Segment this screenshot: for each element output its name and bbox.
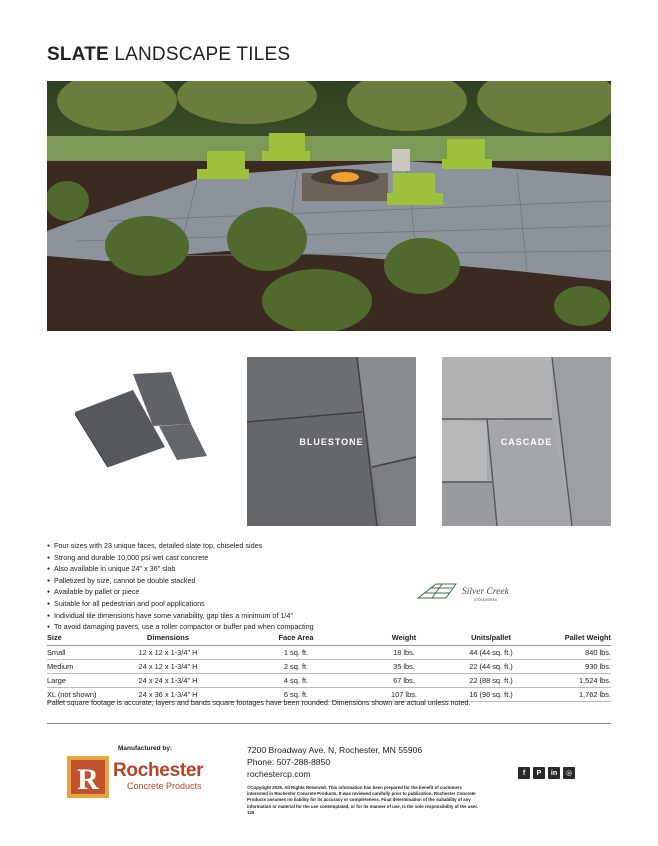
table-row — [47, 674, 611, 688]
table-cell: 67 lbs. — [365, 674, 443, 688]
feature-item: ● Also available in unique 24" x 36" slab — [47, 564, 314, 576]
pinterest-icon[interactable]: P — [533, 767, 545, 779]
title-rest: LANDSCAPE TILES — [114, 44, 291, 65]
table-cell: 1 sq. ft. — [227, 646, 365, 660]
tile-sizes-image — [73, 372, 213, 467]
manufacturer-label: Manufactured by: — [118, 745, 173, 752]
col-header: Dimensions — [109, 632, 227, 646]
table-cell: 1,524 lbs. — [539, 674, 611, 688]
table-note: Pallet square footage is accurate, layers and bands square footages have been rounded. Dimensions shown are actual unless noted. — [47, 698, 471, 707]
bluestone-swatch — [247, 357, 416, 526]
silver-creek-logo — [416, 580, 526, 604]
page-title — [47, 44, 290, 66]
table-cell: Small — [47, 646, 109, 660]
table-cell: Large — [47, 674, 109, 688]
table-row — [47, 646, 611, 660]
footer-divider — [47, 723, 611, 724]
feature-item: ● Available by pallet or piece — [47, 587, 314, 599]
table-cell: 16 (96 sq. ft.) — [443, 688, 539, 702]
table-cell: 107 lbs. — [365, 688, 443, 702]
silver-creek-name: Silver Creek — [462, 587, 509, 597]
table-cell: 44 (44 sq. ft.) — [443, 646, 539, 660]
feature-item: ● To avoid damaging pavers, use a roller compactor or buffer pad when compacting — [47, 622, 314, 634]
logo-mark: R — [77, 763, 99, 796]
feature-item: ● Palletized by size, cannot be double stacked — [47, 576, 314, 588]
col-header: Face Area — [227, 632, 365, 646]
manufacturer-sub: Concrete Products — [127, 781, 202, 791]
table-row — [47, 660, 611, 674]
spec-table — [47, 632, 611, 702]
contact-block — [247, 744, 422, 781]
table-cell: 35 lbs. — [365, 660, 443, 674]
social-links — [518, 767, 575, 779]
col-header: Weight — [365, 632, 443, 646]
website-link[interactable]: rochestercp.com — [247, 769, 311, 780]
table-cell: 840 lbs. — [539, 646, 611, 660]
silver-creek-sub: STONEWORKS — [474, 598, 497, 602]
col-header: Pallet Weight — [539, 632, 611, 646]
col-header: Size — [47, 632, 109, 646]
table-cell: 22 (88 sq. ft.) — [443, 674, 539, 688]
table-cell: XL (not shown) — [47, 688, 109, 702]
table-cell: 12 x 12 x 1-3/4" H — [109, 646, 227, 660]
title-bold: SLATE — [47, 44, 109, 65]
feature-item: ● Strong and durable 10,000 psi wet cast concrete — [47, 553, 314, 565]
instagram-icon[interactable]: ◎ — [563, 767, 575, 779]
table-cell: 22 (44 sq. ft.) — [443, 660, 539, 674]
feature-item: ● Four sizes with 23 unique faces, detailed slate top, chiseled sides — [47, 541, 314, 553]
feature-item: ● Suitable for all pedestrian and pool applications — [47, 599, 314, 611]
table-cell: 1,762 lbs. — [539, 688, 611, 702]
table-cell: 24 x 36 x 1-3/4" H — [109, 688, 227, 702]
manufacturer-name: Rochester — [113, 760, 204, 781]
col-header: Units/pallet — [443, 632, 539, 646]
linkedin-icon[interactable]: in — [548, 767, 560, 779]
table-cell: 930 lbs. — [539, 660, 611, 674]
feature-item: ● Individual tile dimensions have some variability, gap tiles a minimum of 1/4" — [47, 611, 314, 623]
address-text: 7200 Broadway Ave. N, Rochester, MN 55906 — [247, 745, 423, 755]
facebook-icon[interactable]: f — [518, 767, 530, 779]
phone-text: Phone: 507-288-8850 — [247, 757, 331, 768]
feature-list — [47, 541, 314, 634]
copyright-text: ©Copyright 2025. All Rights Reserved. This information has been prepared for the benefit of customers interested in Rochester Concrete Products. It was reviewed carefully prior to publication. Rochester Concrete Products assumes no liability for its accuracy or completeness. Final determination of the suitability of any information or material for the use contemplated, or for its manner of use, is the sole responsibility of the user. 125 — [247, 785, 479, 815]
table-header-row — [47, 632, 611, 646]
bluestone-label: BLUESTONE — [299, 437, 364, 447]
table-cell: 2 sq. ft. — [227, 660, 365, 674]
table-cell: 24 x 24 x 1-3/4" H — [109, 674, 227, 688]
cascade-label: CASCADE — [500, 437, 553, 447]
cascade-swatch — [442, 357, 611, 526]
table-cell: 6 sq. ft. — [227, 688, 365, 702]
table-cell: 24 x 12 x 1-3/4" H — [109, 660, 227, 674]
table-cell: Medium — [47, 660, 109, 674]
table-cell: 4 sq. ft. — [227, 674, 365, 688]
hero-photo — [47, 81, 611, 331]
table-cell: 18 lbs. — [365, 646, 443, 660]
